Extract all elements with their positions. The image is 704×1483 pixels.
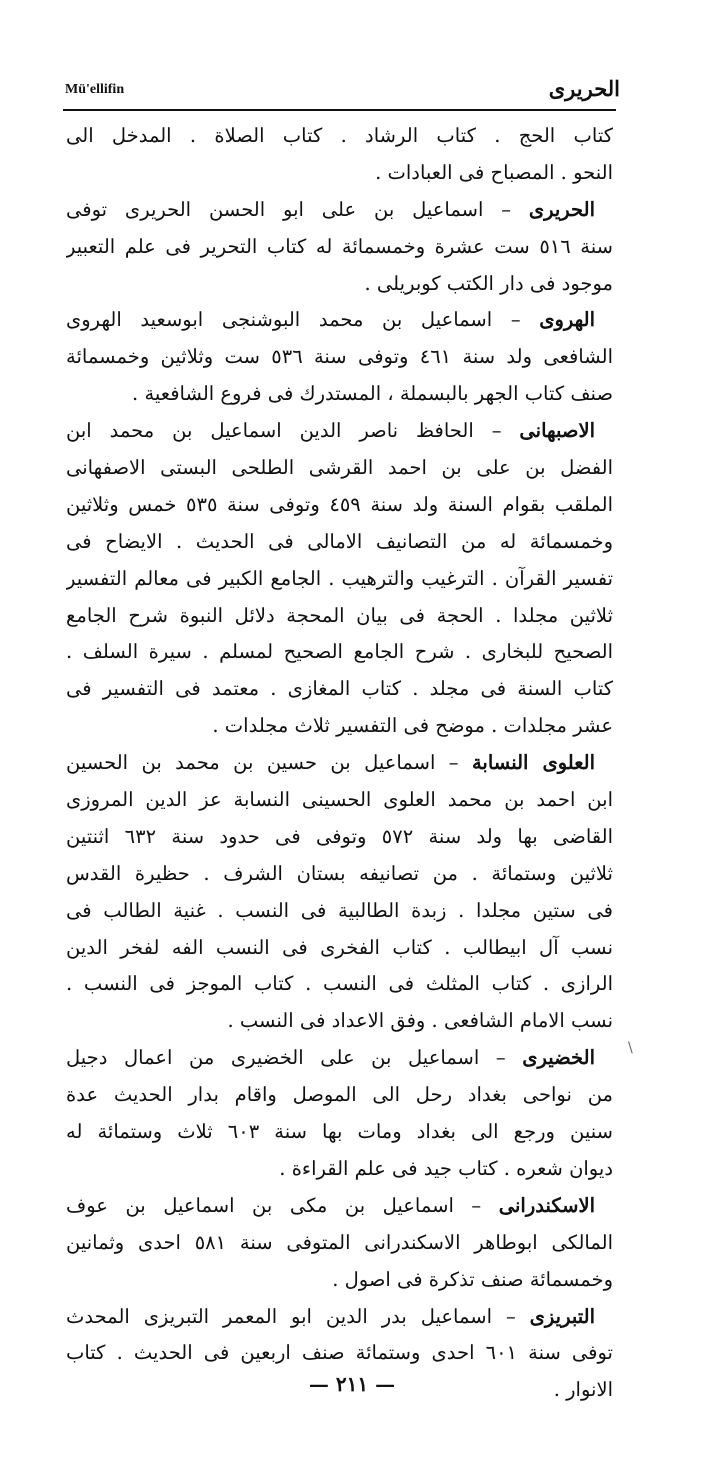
body-text [66, 118, 613, 1409]
text-line [66, 634, 613, 671]
line-text: نسب الامام الشافعى . وفق الاعداد فى النسب . [227, 1009, 613, 1033]
line-text: القاضى بها ولد سنة ٥٧٢ وتوفى فى حدود سنة ٦٣٢ اثنتين [66, 824, 613, 848]
margin-mark: \ [628, 1040, 633, 1056]
text-line [66, 1262, 613, 1299]
line-text: توفى سنة ٦٠١ احدى وستمائة صنف اربعين فى الحديث . كتاب [66, 1341, 613, 1365]
line-text: النحو . المصباح فى العبادات . [375, 160, 613, 184]
line-text: – اسماعيل بن على الخضيرى من اعمال دجيل [66, 1046, 523, 1070]
line-text: نسب آل ابيطالب . كتاب الفخرى فى النسب الفه لفخر الدين [66, 935, 613, 959]
text-line [66, 856, 613, 893]
line-text: من نواحى بغداد رحل الى الموصل واقام بدار الحديث عدة [66, 1083, 613, 1107]
text-line [66, 1225, 613, 1262]
line-text: عشر مجلدات . موضح فى التفسير ثلاث مجلدات . [212, 714, 613, 738]
line-text: الرازى . كتاب المثلث فى النسب . كتاب الموجز فى النسب . [66, 972, 613, 996]
entry-heading: الحريرى [528, 197, 595, 221]
text-line [66, 450, 613, 487]
line-text: تفسير القرآن . الترغيب والترهيب . الجامع الكبير فى معالم التفسير [66, 566, 613, 590]
line-text: الشافعى ولد سنة ٤٦١ وتوفى سنة ٥٣٦ ست وثلاثين وخمسمائة [66, 345, 613, 369]
page-number: — ٢١١ — [308, 1372, 396, 1396]
text-line [66, 671, 613, 708]
text-line [66, 1188, 613, 1225]
line-text: الانوار . [553, 1378, 613, 1402]
line-text: سنة ٥١٦ ست عشرة وخمسمائة له كتاب التحرير فى علم التعبير [66, 234, 613, 258]
entry-heading: الخضيرى [522, 1046, 595, 1070]
line-text: كتاب السنة فى مجلد . كتاب المغازى . معتمد فى التفسير فى [66, 677, 613, 701]
text-line [66, 966, 613, 1003]
text-line [66, 339, 613, 376]
line-text: الملقب بقوام السنة ولد سنة ٤٥٩ وتوفى سنة ٥٣٥ خمس وثلاثين [66, 492, 613, 516]
text-line [66, 598, 613, 635]
text-line [66, 893, 613, 930]
entry-heading: الاسكندرانى [498, 1193, 595, 1217]
line-text: – الحافظ ناصر الدين اسماعيل بن محمد ابن [66, 419, 520, 443]
entry-heading: العلوى النسابة [471, 751, 595, 775]
text-line [66, 1114, 613, 1151]
line-text: – اسماعيل بن محمد البوشنجى ابوسعيد الهروى [66, 308, 540, 332]
text-line [66, 118, 613, 155]
line-text: ثلاثين وستمائة . من تصانيفه بستان الشرف . حظيرة القدس [66, 861, 613, 885]
entry-heading: التبريزى [529, 1304, 595, 1328]
header-rule [63, 109, 616, 111]
line-text: – اسماعيل بن مكى بن اسماعيل بن عوف [66, 1193, 499, 1217]
text-line [66, 413, 613, 450]
line-text: ديوان شعره . كتاب جيد فى علم القراءة . [279, 1156, 613, 1180]
text-line [66, 1151, 613, 1188]
text-line [66, 1299, 613, 1336]
text-line [66, 302, 613, 339]
line-text: فى ستين مجلدا . زبدة الطالبية فى النسب . غنية الطالب فى [66, 898, 613, 922]
line-text: – اسماعيل بن حسين بن محمد بن الحسين [66, 751, 472, 775]
line-text: الصحيح للبخارى . شرح الجامع الصحيح لمسلم . سيرة السلف . [66, 640, 613, 664]
line-text: سنين ورجع الى بغداد ومات بها سنة ٦٠٣ ثلاث وستمائة له [66, 1120, 613, 1144]
text-line [66, 745, 613, 782]
entry-heading: الاصبهانى [519, 419, 595, 443]
text-line [66, 1003, 613, 1040]
line-text: وخمسمائة صنف تذكرة فى اصول . [332, 1267, 613, 1291]
text-line [66, 819, 613, 856]
line-text: وخمسمائة له من التصانيف الامالى فى الحديث . الايضاح فى [66, 529, 613, 553]
text-line [66, 192, 613, 229]
text-line [66, 782, 613, 819]
line-text: الفضل بن على بن احمد القرشى الطلحى البستى الاصفهانى [66, 456, 613, 480]
text-line [66, 266, 613, 303]
line-text: صنف كتاب الجهر بالبسملة ، المستدرك فى فروع الشافعية . [132, 382, 613, 406]
text-line [66, 708, 613, 745]
running-header-right: الحريرى [548, 76, 620, 101]
line-text: المالكى ابوطاهر الاسكندرانى المتوفى سنة ٥٨١ احدى وثمانين [66, 1230, 613, 1254]
line-text: ثلاثين مجلدا . الحجة فى بيان المحجة دلائل النبوة شرح الجامع [66, 603, 613, 627]
text-line [66, 524, 613, 561]
text-line [66, 155, 613, 192]
text-line [66, 561, 613, 598]
line-text: موجود فى دار الكتب كوبريلى . [364, 271, 613, 295]
text-line [66, 229, 613, 266]
text-line [66, 1040, 613, 1077]
line-text: – اسماعيل بن على ابو الحسن الحريرى توفى [66, 197, 529, 221]
line-text: ابن احمد بن محمد العلوى الحسينى النسابة عز الدين المروزى [66, 788, 613, 812]
line-text: – اسماعيل بدر الدين ابو المعمر التبريزى المحدث [66, 1304, 530, 1328]
text-line [66, 376, 613, 413]
text-line [66, 487, 613, 524]
text-line [66, 1077, 613, 1114]
text-line [66, 930, 613, 967]
running-header-left: Mü'ellifin [65, 82, 125, 97]
entry-heading: الهروى [539, 308, 595, 332]
line-text: كتاب الحج . كتاب الرشاد . كتاب الصلاة . المدخل الى [66, 124, 613, 147]
text-line [66, 1335, 613, 1372]
